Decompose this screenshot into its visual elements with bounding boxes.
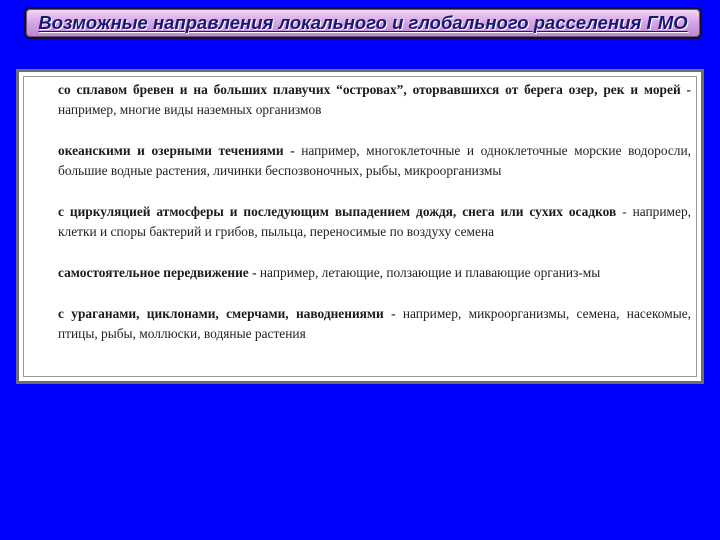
item-bold-text: с циркуляцией атмосферы и последующим выпадением дождя, снега или сухих осадков bbox=[58, 204, 617, 219]
content-panel bbox=[16, 69, 704, 384]
list-item bbox=[58, 202, 691, 242]
item-list bbox=[58, 80, 691, 365]
item-text: например, многоклеточные и одноклеточные морские водоросли, большие водные растения, личинки беспозвоночных, рыбы, микроорганизмы bbox=[58, 143, 691, 178]
list-item bbox=[58, 263, 691, 283]
list-item bbox=[58, 304, 691, 344]
item-text: например, микроорганизмы, семена, насекомые, птицы, рыбы, моллюски, водяные растения bbox=[58, 306, 691, 341]
item-bold-text: самостоятельное передвижение - bbox=[58, 265, 257, 280]
list-item bbox=[58, 80, 691, 120]
item-text: например, многие виды наземных организмов bbox=[58, 102, 322, 117]
list-item bbox=[58, 141, 691, 181]
item-bold-text: со сплавом бревен и на больших плавучих “островах”, оторвавшихся от берега озер, рек и морей - bbox=[58, 82, 691, 97]
title-bar bbox=[24, 7, 702, 39]
item-bold-text: с ураганами, циклонами, смерчами, наводнениями - bbox=[58, 306, 396, 321]
item-text: - например, клетки и споры бактерий и грибов, пыльца, переносимые по воздуху семена bbox=[58, 204, 691, 239]
slide-title: Возможные направления локального и глобального расселения ГМО bbox=[38, 12, 688, 33]
item-bold-text: океанскими и озерными течениями - bbox=[58, 143, 295, 158]
item-text: например, летающие, ползающие и плавающие организ-мы bbox=[256, 265, 601, 280]
